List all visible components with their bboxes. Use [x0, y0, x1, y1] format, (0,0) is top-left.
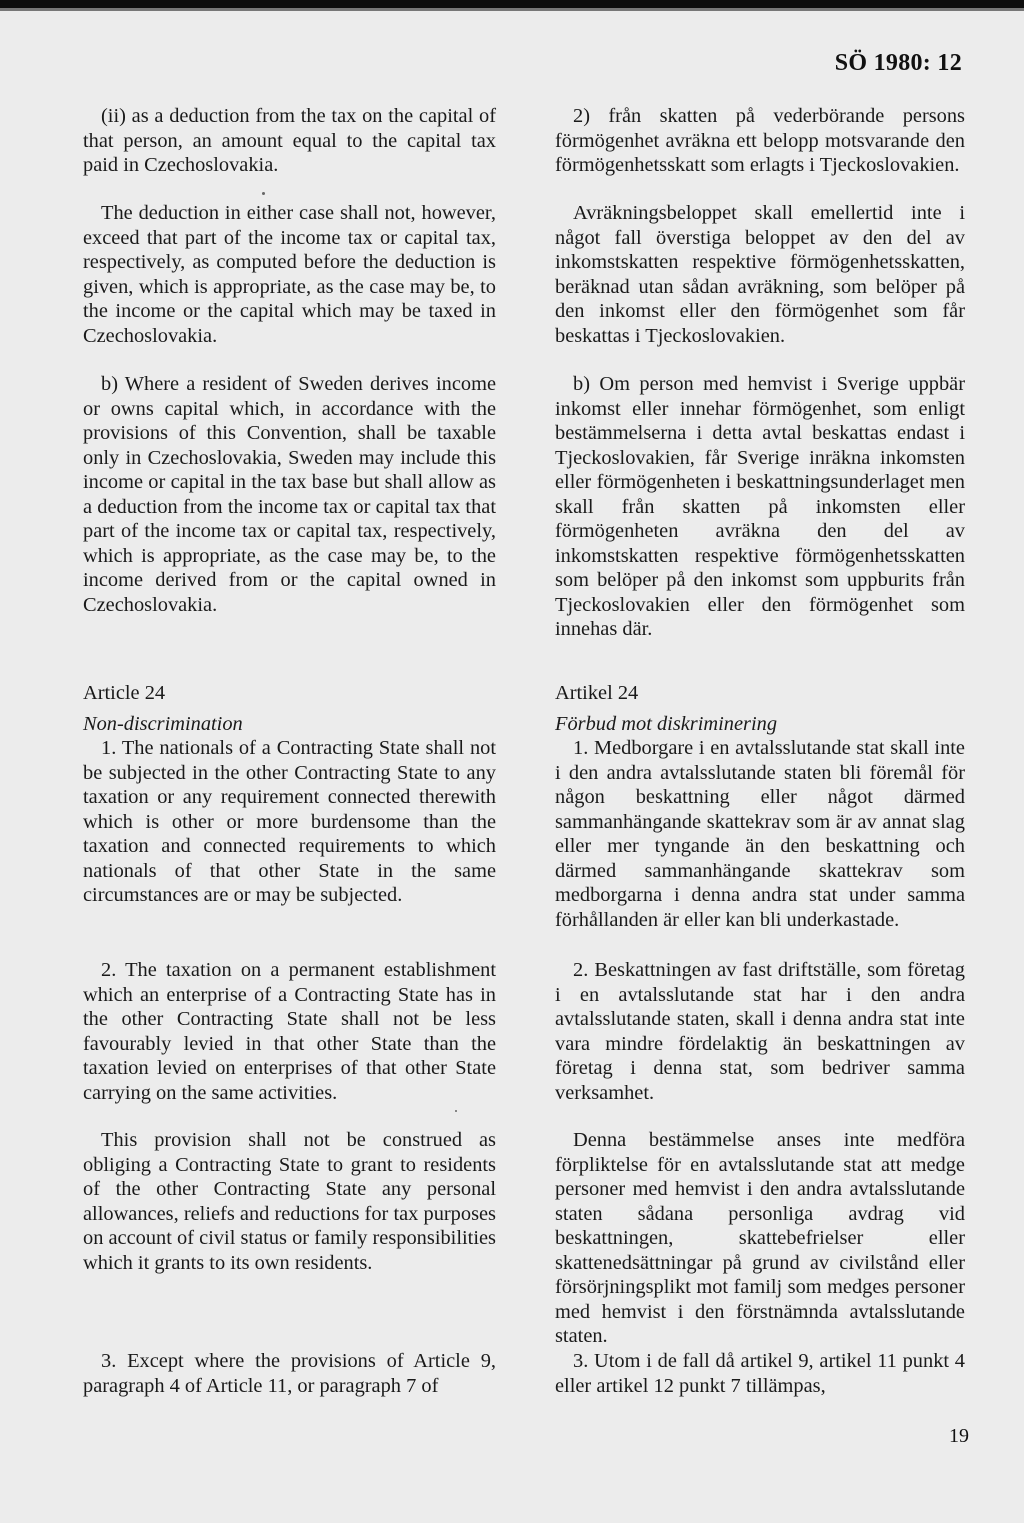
swedish-column-3 — [555, 1349, 965, 1398]
english-column-1 — [83, 736, 496, 908]
english-para-provision: This provision shall not be construed as obliging a Contracting State to grant to residents of the other Contracting State any personal allowances, reliefs and reductions for tax purposes on account of civil status or family responsibilities which it grants to its own residents. — [83, 1129, 496, 1274]
english-para-ii: (ii) as a deduction from the tax on the capital of that person, an amount equal to the capital tax paid in Czechoslovakia. — [83, 105, 496, 176]
english-column-2 — [83, 958, 496, 1105]
swedish-column — [555, 104, 965, 178]
scan-speck — [455, 1110, 457, 1112]
english-article-heading — [83, 681, 496, 736]
swedish-column-bestammelse — [555, 1128, 965, 1349]
running-head: SÖ 1980: 12 — [834, 50, 962, 76]
english-column-b — [83, 372, 496, 617]
swedish-column-2 — [555, 958, 965, 1105]
english-column-3 — [83, 1349, 496, 1398]
english-column-provision — [83, 1128, 496, 1275]
swedish-para-1: 1. Medborgare i en avtalsslutande stat skall inte i den andra avtalsslutande staten bli föremål för någon beskattning eller något därmed sammanhängande skattekrav som är av annat slag eller mer tyngande än den beskattning och därmed sammanhängande skattekrav som medborgarna i denna andra stat under samma förhållanden är eller kan bli underkastade. — [555, 737, 965, 931]
swedish-para-2: 2) från skatten på vederbörande persons förmögenhet avräkna ett belopp motsvarande den förmögenhetsskatt som erlagts i Tjeckoslovakien. — [555, 105, 965, 176]
scan-speck — [262, 192, 265, 195]
swedish-column-avrakning — [555, 201, 965, 348]
english-column — [83, 104, 496, 178]
english-para-deduction: The deduction in either case shall not, however, exceed that part of the income tax or capital tax, respectively, as computed before the deduction is given, which is appropriate, as the case may be, to the income or the capital which may be taxed in Czechoslovakia. — [83, 202, 496, 347]
english-article-title: Article 24 — [83, 682, 166, 704]
top-border-shadow — [0, 8, 1024, 11]
swedish-para-bestammelse: Denna bestämmelse anses inte medföra förpliktelse för en avtalsslutande stat att medge personer med hemvist i den andra avtalsslutande staten sådana personliga avdrag vid beskattningen, skattebefrielser eller skattenedsättningar på grund av civilstånd eller försörjningsplikt mot familj som medges personer med hemvist i den förstnämnda avtalsslutande staten. — [555, 1129, 965, 1347]
swedish-para-2b: 2. Beskattningen av fast driftställe, som företag i en avtalsslutande stat har i den andra avtalsslutande staten, skall i denna andra stat inte vara mindre fördelaktig än beskattningen av företag i denna stat, som bedriver samma verksamhet. — [555, 959, 965, 1104]
english-column-deduction — [83, 201, 496, 348]
swedish-article-title: Artikel 24 — [555, 682, 639, 704]
english-article-subtitle: Non-discrimination — [83, 712, 243, 735]
english-para-3: 3. Except where the provisions of Article 9, paragraph 4 of Article 11, or paragraph 7 of — [83, 1350, 496, 1397]
swedish-para-avrakning: Avräkningsbeloppet skall emellertid inte i något fall överstiga beloppet av den del av inkomstskatten respektive förmögenhetsskatten, beräknad utan sådan avräkning, som belöper på den inkomst eller den förmögenhet som får beskattas i Tjeckoslovakien. — [555, 202, 965, 347]
swedish-column-1 — [555, 736, 965, 932]
swedish-column-b — [555, 372, 965, 642]
english-para-b: b) Where a resident of Sweden derives income or owns capital which, in accordance with the provisions of this Convention, shall be taxable only in Czechoslovakia, Sweden may include this income or capital in the tax base but shall allow as a deduction from the income tax or capital tax that part of the income tax or capital tax, respectively, which is appropriate, as the case may be, to the income derived from or the capital owned in Czechoslovakia. — [83, 373, 496, 616]
swedish-para-b: b) Om person med hemvist i Sverige uppbär inkomst eller innehar förmögenhet, som enligt bestämmelserna i detta avtal beskattas endast i Tjeckoslovakien, får Sverige inräkna inkomsten eller förmögenheten i beskattningsunderlaget men skall från skatten på inkomsten eller förmögenheten avräkna den del av inkomstskatten respektive förmögenhetsskatten som belöper på den inkomst som uppburits från Tjeckoslovakien eller den förmögenhet som innehas där. — [555, 373, 965, 640]
english-para-1: 1. The nationals of a Contracting State shall not be subjected in the other Contracting State to any taxation or any requirement connected therewith which is other or more burdensome than the taxation and connected requirements to which nationals of that other State in the same circumstances are or may be subjected. — [83, 737, 496, 906]
swedish-article-subtitle: Förbud mot diskriminering — [555, 712, 778, 735]
page-number: 19 — [949, 1425, 969, 1447]
english-para-2: 2. The taxation on a permanent establishment which an enterprise of a Contracting State has in the other Contracting State shall not be less favourably levied in that other State than the taxation levied on enterprises of that other State carrying on the same activities. — [83, 959, 496, 1104]
top-border-rule — [0, 0, 1024, 8]
swedish-para-3: 3. Utom i de fall då artikel 9, artikel 11 punkt 4 eller artikel 12 punkt 7 tillämpas, — [555, 1350, 965, 1397]
swedish-article-heading — [555, 681, 965, 736]
